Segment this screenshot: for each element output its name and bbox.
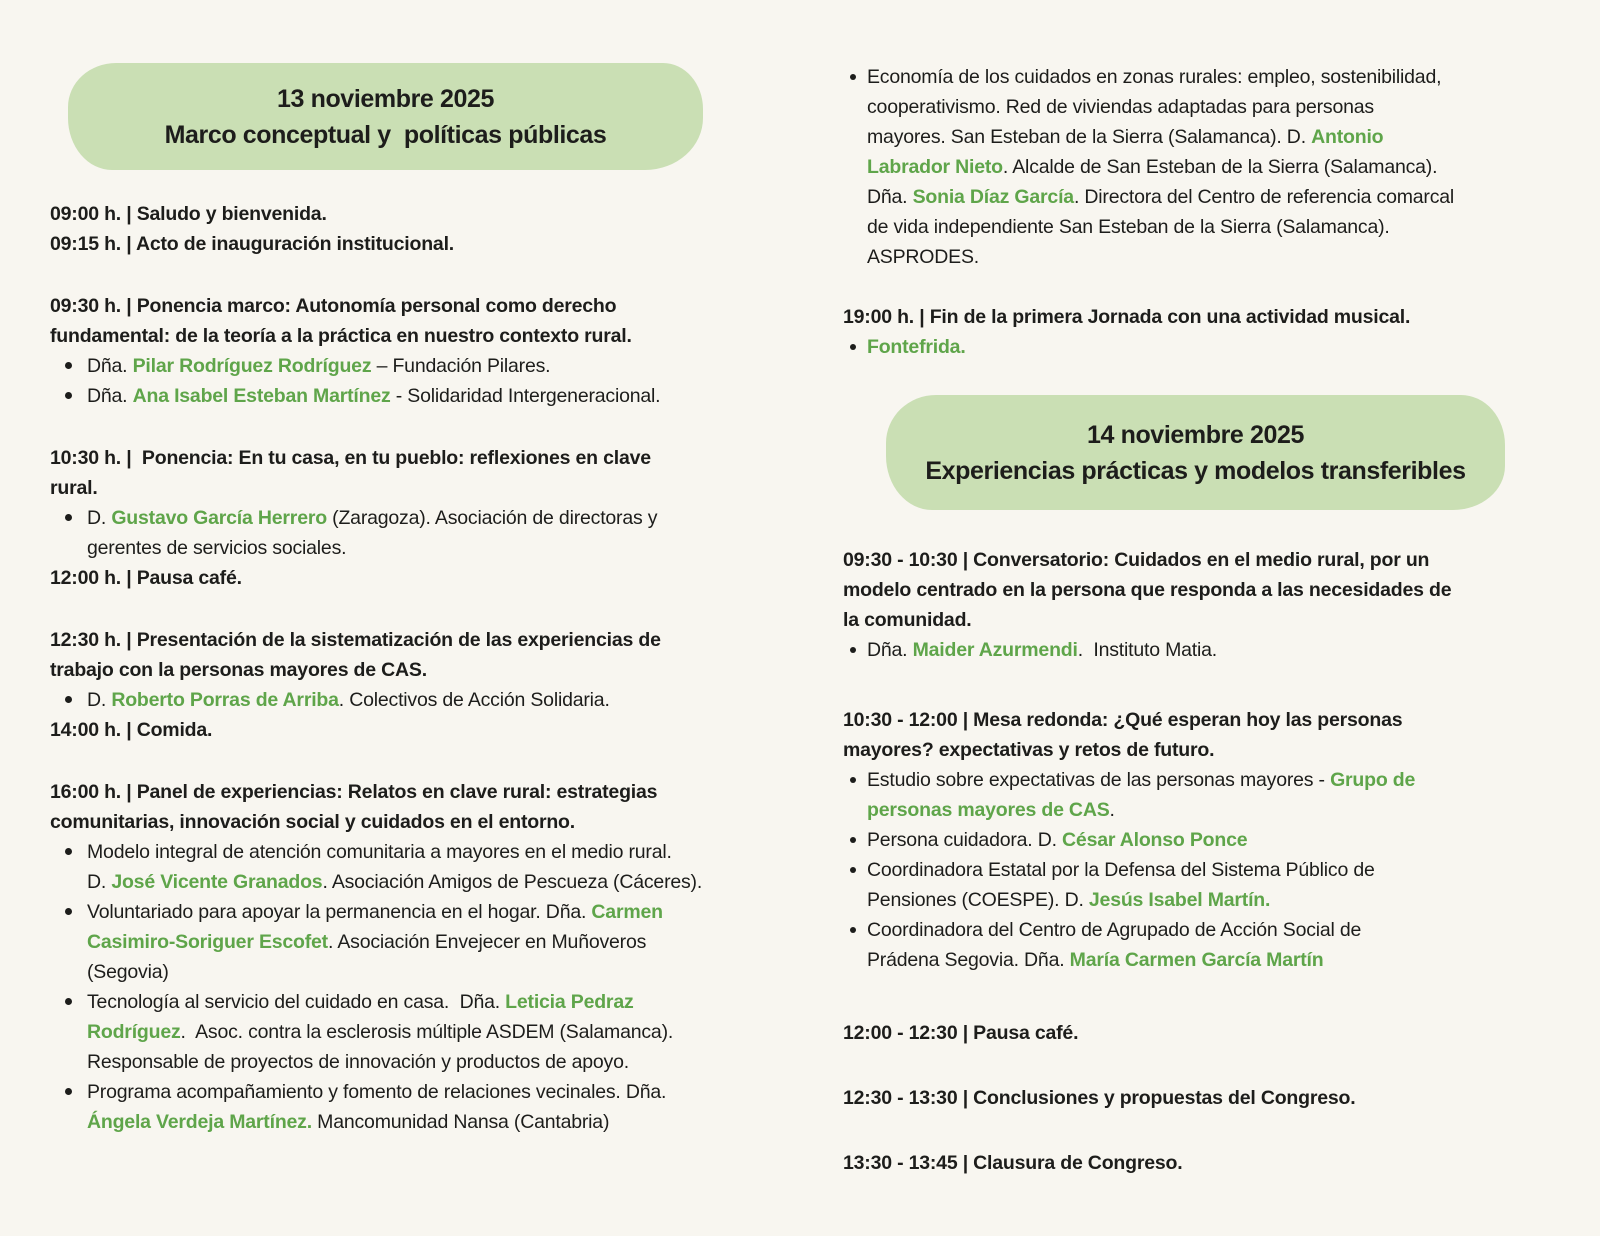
- right-column: [843, 0, 1593, 1178]
- body-text: . Instituto Matia.: [1077, 639, 1217, 661]
- mesa-bullet-pradena: [843, 915, 1593, 975]
- schedule-item-1330-1345: [843, 1148, 1593, 1178]
- speaker-bullet-ana: [50, 381, 840, 411]
- bullet-dot-icon: [65, 514, 72, 521]
- schedule-text: 12:00 - 12:30 | Pausa café.: [843, 1022, 1079, 1044]
- text-line: [867, 855, 1593, 885]
- text-line: [87, 503, 840, 533]
- speaker-name: Sonia Díaz García: [912, 186, 1074, 208]
- speaker-name: Fontefrida.: [867, 336, 966, 358]
- body-text: Dña.: [87, 355, 133, 377]
- schedule-text: 09:00 h. | Saludo y bienvenida.: [50, 203, 327, 225]
- schedule-text: 12:00 h. | Pausa café.: [50, 567, 242, 589]
- text-line: [843, 1148, 1593, 1178]
- panel-bullet-tecnologia: [50, 987, 840, 1077]
- schedule-item-1230-1330: [843, 1083, 1593, 1113]
- left-column: [50, 0, 840, 1137]
- body-text: ASPRODES.: [867, 246, 979, 268]
- text-line: [87, 1017, 840, 1047]
- schedule-text: 09:30 h. | Ponencia marco: Autonomía personal como derecho: [50, 295, 617, 317]
- body-text: mayores. San Esteban de la Sierra (Salamanca). D.: [867, 126, 1312, 148]
- day-header-box-13-nov: [68, 63, 703, 170]
- text-line: [50, 563, 840, 593]
- text-line: [867, 212, 1593, 242]
- body-text: Dña.: [87, 385, 133, 407]
- text-line: [843, 575, 1593, 605]
- text-line: [50, 321, 840, 351]
- bullet-dot-icon: [65, 362, 72, 369]
- text-line: [87, 837, 840, 867]
- speaker-name: Carmen: [591, 901, 663, 923]
- speaker-bullet-pilar: [50, 351, 840, 381]
- body-text: . Alcalde de San Esteban de la Sierra (Salamanca).: [1002, 156, 1438, 178]
- text-line: [87, 351, 840, 381]
- speaker-name: Leticia Pedraz: [505, 991, 634, 1013]
- schedule-item-1400: [50, 715, 840, 745]
- body-text: D.: [87, 689, 112, 711]
- body-text: Dña.: [867, 639, 913, 661]
- text-line: [867, 795, 1593, 825]
- text-line: [50, 715, 840, 745]
- body-text: (Segovia): [87, 961, 169, 983]
- body-text: (Zaragoza). Asociación de directoras y: [326, 507, 658, 529]
- panel-bullet-modelo: [50, 837, 840, 897]
- schedule-text: comunitarias, innovación social y cuidados en el entorno.: [50, 811, 575, 833]
- day-header-date: 14 noviembre 2025: [1087, 420, 1304, 449]
- text-line: [867, 92, 1593, 122]
- schedule-item-1030-1200: [843, 705, 1593, 765]
- speaker-bullet-maider: [843, 635, 1593, 665]
- schedule-item-0900: [50, 199, 840, 229]
- text-line: [87, 685, 840, 715]
- text-line: [843, 545, 1593, 575]
- schedule-text: 12:30 h. | Presentación de la sistematización de las experiencias de: [50, 629, 661, 651]
- schedule-item-0930-1030: [843, 545, 1593, 635]
- schedule-text: rural.: [50, 477, 98, 499]
- text-line: [50, 229, 840, 259]
- bullet-dot-icon: [65, 696, 72, 703]
- speaker-name: Grupo de: [1330, 769, 1416, 791]
- text-line: [843, 735, 1593, 765]
- body-text: Coordinadora del Centro de Agrupado de Acción Social de: [867, 919, 1362, 941]
- schedule-item-1600: [50, 777, 840, 837]
- day-header-date: 13 noviembre 2025: [277, 84, 494, 113]
- schedule-text: fundamental: de la teoría a la práctica en nuestro contexto rural.: [50, 325, 632, 347]
- schedule-text: la comunidad.: [843, 609, 972, 631]
- body-text: Estudio sobre expectativas de las personas mayores -: [867, 769, 1331, 791]
- body-text: Coordinadora Estatal por la Defensa del Sistema Público de: [867, 859, 1375, 881]
- text-line: [50, 443, 840, 473]
- body-text: . Directora del Centro de referencia comarcal: [1073, 186, 1455, 208]
- text-line: [87, 897, 840, 927]
- text-line: [50, 473, 840, 503]
- text-line: [867, 182, 1593, 212]
- body-text: . Colectivos de Acción Solidaria.: [338, 689, 610, 711]
- bullet-dot-icon: [850, 867, 856, 873]
- speaker-name: Ángela Verdeja Martínez.: [87, 1111, 312, 1133]
- text-line: [87, 957, 840, 987]
- text-line: [87, 381, 840, 411]
- schedule-item-1030: [50, 443, 840, 503]
- body-text: D.: [87, 871, 112, 893]
- schedule-text: 12:30 - 13:30 | Conclusiones y propuestas del Congreso.: [843, 1087, 1356, 1109]
- schedule-item-1900: [843, 302, 1593, 332]
- body-text: Programa acompañamiento y fomento de relaciones vecinales. Dña.: [87, 1081, 667, 1103]
- bullet-dot-icon: [850, 927, 856, 933]
- text-line: [843, 302, 1593, 332]
- bullet-dot-icon: [65, 392, 72, 399]
- schedule-item-1200-1230: [843, 1018, 1593, 1048]
- schedule-item-0930: [50, 291, 840, 351]
- speaker-name: Ana Isabel Esteban Martínez: [132, 385, 391, 407]
- body-text: Tecnología al servicio del cuidado en casa. Dña.: [87, 991, 506, 1013]
- day-header-box-14-nov: [886, 395, 1505, 510]
- panel-bullet-economia: [843, 62, 1593, 272]
- body-text: Economía de los cuidados en zonas rurales: empleo, sostenibilidad,: [867, 66, 1442, 88]
- body-text: . Asoc. contra la esclerosis múltiple ASDEM (Salamanca).: [180, 1021, 674, 1043]
- body-text: – Fundación Pilares.: [371, 355, 551, 377]
- text-line: [867, 152, 1593, 182]
- text-line: [50, 655, 840, 685]
- text-line: [50, 807, 840, 837]
- speaker-name: Antonio: [1311, 126, 1384, 148]
- body-text: .: [1109, 799, 1115, 821]
- schedule-text: 10:30 - 12:00 | Mesa redonda: ¿Qué esperan hoy las personas: [843, 709, 1403, 731]
- text-line: [87, 867, 840, 897]
- speaker-name: Maider Azurmendi: [912, 639, 1078, 661]
- text-line: [867, 765, 1593, 795]
- speaker-name: José Vicente Granados: [111, 871, 323, 893]
- text-line: [843, 705, 1593, 735]
- body-text: Persona cuidadora. D.: [867, 829, 1063, 851]
- body-text: . Asociación Envejecer en Muñoveros: [327, 931, 647, 953]
- text-line: [843, 605, 1593, 635]
- text-line: [867, 635, 1593, 665]
- text-line: [843, 1083, 1593, 1113]
- text-line: [87, 987, 840, 1017]
- mesa-bullet-coespe: [843, 855, 1593, 915]
- speaker-name: María Carmen García Martín: [1069, 949, 1324, 971]
- text-line: [867, 62, 1593, 92]
- speaker-bullet-fontefrida: [843, 332, 1593, 362]
- schedule-text: 13:30 - 13:45 | Clausura de Congreso.: [843, 1152, 1183, 1174]
- body-text: de vida independiente San Esteban de la Sierra (Salamanca).: [867, 216, 1390, 238]
- schedule-text: 09:15 h. | Acto de inauguración institucional.: [50, 233, 455, 255]
- text-line: [50, 625, 840, 655]
- speaker-name: Rodríguez: [87, 1021, 181, 1043]
- body-text: Prádena Segovia. Dña.: [867, 949, 1070, 971]
- body-text: D.: [87, 507, 112, 529]
- day-header-title: Marco conceptual y políticas públicas: [164, 120, 607, 149]
- bullet-dot-icon: [850, 777, 856, 783]
- speaker-name: Gustavo García Herrero: [111, 507, 327, 529]
- text-line: [50, 291, 840, 321]
- text-line: [843, 1018, 1593, 1048]
- bullet-dot-icon: [850, 344, 856, 350]
- text-line: [50, 777, 840, 807]
- schedule-item-1200: [50, 563, 840, 593]
- bullet-dot-icon: [850, 647, 856, 653]
- mesa-bullet-persona-cuidadora: [843, 825, 1593, 855]
- speaker-name: Casimiro-Soriguer Escofet: [87, 931, 328, 953]
- speaker-name: Labrador Nieto: [867, 156, 1003, 178]
- schedule-text: 16:00 h. | Panel de experiencias: Relatos en clave rural: estrategias: [50, 781, 658, 803]
- speaker-name: Jesús Isabel Martín.: [1088, 889, 1271, 911]
- text-line: [867, 122, 1593, 152]
- schedule-item-1230: [50, 625, 840, 685]
- schedule-text: modelo centrado en la persona que responda a las necesidades de: [843, 579, 1452, 601]
- text-line: [87, 533, 840, 563]
- bullet-dot-icon: [850, 74, 856, 80]
- schedule-text: 14:00 h. | Comida.: [50, 719, 213, 741]
- speaker-name: personas mayores de CAS: [867, 799, 1110, 821]
- bullet-dot-icon: [65, 848, 72, 855]
- text-line: [87, 1077, 840, 1107]
- bullet-dot-icon: [850, 837, 856, 843]
- bullet-dot-icon: [65, 998, 72, 1005]
- speaker-name: Roberto Porras de Arriba: [111, 689, 339, 711]
- bullet-dot-icon: [65, 1088, 72, 1095]
- speaker-bullet-roberto: [50, 685, 840, 715]
- speaker-name: César Alonso Ponce: [1062, 829, 1248, 851]
- text-line: [867, 885, 1593, 915]
- body-text: gerentes de servicios sociales.: [87, 537, 347, 559]
- body-text: . Asociación Amigos de Pescueza (Cáceres).: [322, 871, 703, 893]
- body-text: - Solidaridad Intergeneracional.: [390, 385, 661, 407]
- text-line: [867, 915, 1593, 945]
- schedule-text: 10:30 h. | Ponencia: En tu casa, en tu pueblo: reflexiones en clave: [50, 447, 651, 469]
- body-text: Dña.: [867, 186, 913, 208]
- bullet-dot-icon: [65, 908, 72, 915]
- schedule-text: trabajo con la personas mayores de CAS.: [50, 659, 427, 681]
- schedule-text: 19:00 h. | Fin de la primera Jornada con una actividad musical.: [843, 306, 1411, 328]
- text-line: [50, 199, 840, 229]
- text-line: [867, 332, 1593, 362]
- panel-bullet-voluntariado: [50, 897, 840, 987]
- mesa-bullet-estudio: [843, 765, 1593, 825]
- text-line: [867, 825, 1593, 855]
- text-line: [87, 1047, 840, 1077]
- panel-bullet-programa: [50, 1077, 840, 1137]
- text-line: [867, 242, 1593, 272]
- speaker-bullet-gustavo: [50, 503, 840, 563]
- body-text: Modelo integral de atención comunitaria a mayores en el medio rural.: [87, 841, 672, 863]
- text-line: [87, 927, 840, 957]
- text-line: [867, 945, 1593, 975]
- body-text: Pensiones (COESPE). D.: [867, 889, 1089, 911]
- body-text: cooperativismo. Red de viviendas adaptadas para personas: [867, 96, 1374, 118]
- text-line: [87, 1107, 840, 1137]
- speaker-name: Pilar Rodríguez Rodríguez: [132, 355, 372, 377]
- body-text: Mancomunidad Nansa (Cantabria): [311, 1111, 610, 1133]
- day-header-title: Experiencias prácticas y modelos transferibles: [925, 456, 1466, 485]
- schedule-text: 09:30 - 10:30 | Conversatorio: Cuidados en el medio rural, por un: [843, 549, 1430, 571]
- body-text: Voluntariado para apoyar la permanencia en el hogar. Dña.: [87, 901, 592, 923]
- schedule-text: mayores? expectativas y retos de futuro.: [843, 739, 1215, 761]
- schedule-item-0915: [50, 229, 840, 259]
- body-text: Responsable de proyectos de innovación y productos de apoyo.: [87, 1051, 629, 1073]
